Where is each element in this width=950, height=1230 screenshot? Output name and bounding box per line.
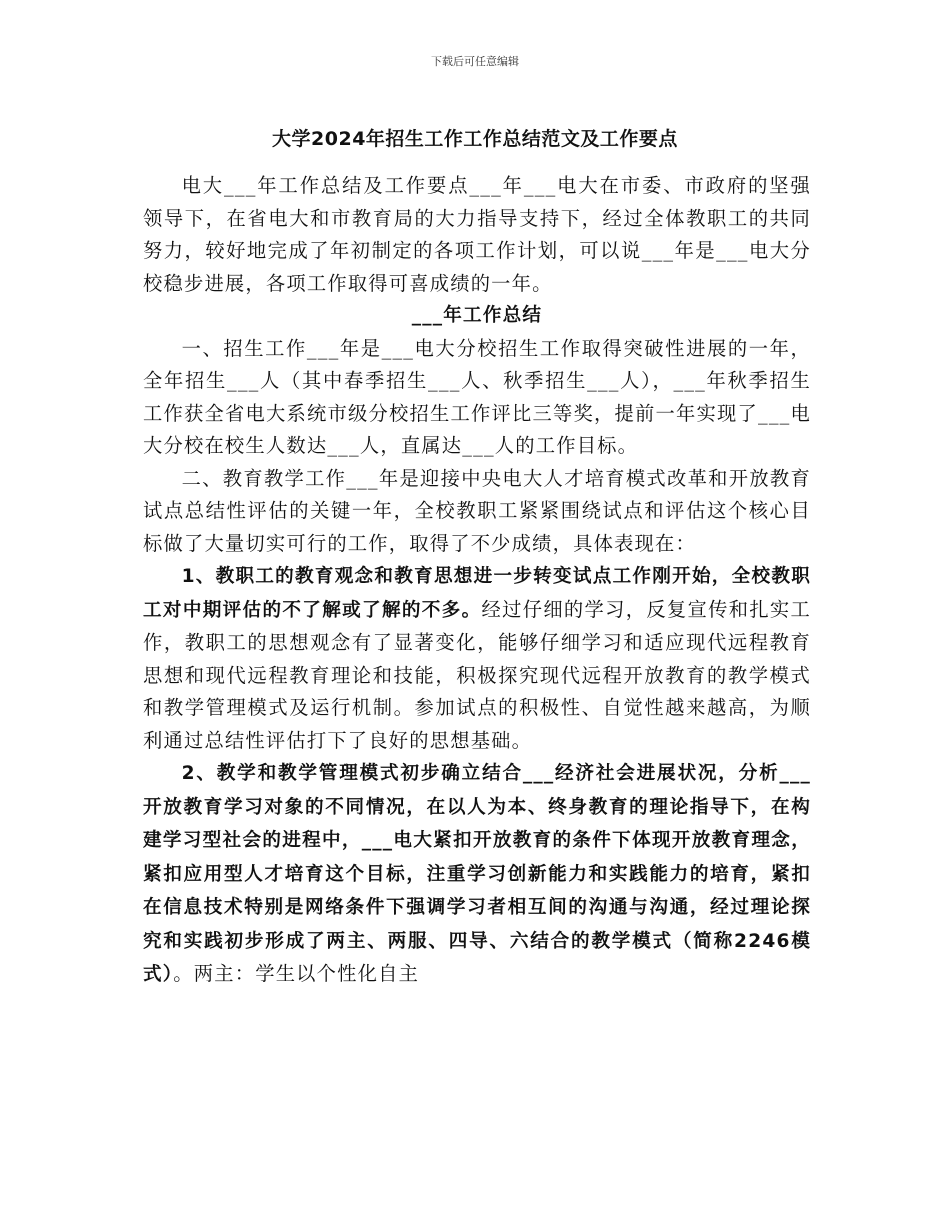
section-heading: ___年工作总结 bbox=[411, 305, 543, 326]
mode-paragraph-body: 。两主：学生以个性化自主 bbox=[173, 962, 420, 985]
document-title: 大学2024年招生工作工作总结范文及工作要点 bbox=[272, 128, 678, 150]
concept-paragraph-body: 经过仔细的学习，反复宣传和扎实工作，教职工的思想观念有了显著变化，能够仔细学习和适应现代远程教育思想和现代远程教育理论和技能，积极探究现代远程开放教育的教学模式和教学管理模式及运行机制。参加试点的积极性、自觉性越来越高，为顺利通过总结性评估打下了良好的思想基础。 bbox=[143, 597, 811, 752]
intro-paragraph: 电大___年工作总结及工作要点___年___电大在市委、市政府的坚强领导下，在省电大和市教育局的大力指导支持下，经过全体教职工的共同努力，较好地完成了年初制定的各项工作计划，可以说___年是___电大分校稳步进展，各项工作取得可喜成绩的一年。 bbox=[143, 174, 811, 295]
teaching-paragraph: 二、教育教学工作___年是迎接中央电大人才培育模式改革和开放教育试点总结性评估的关键一年，全校教职工紧紧围绕试点和评估这个核心目标做了大量切实可行的工作，取得了不少成绩，具体表现在： bbox=[143, 466, 811, 555]
concept-paragraph-lead: 1、教职工的教育观念和教育思想进一步转变试点工作刚开始，全校教职工对中期评估的不了解或了解的不多。 bbox=[143, 566, 811, 621]
concept-paragraph bbox=[143, 560, 811, 757]
header-note: 下载后可任意编辑 bbox=[431, 55, 519, 68]
mode-paragraph-lead: 2、教学和教学管理模式初步确立结合___经济社会进展状况，分析___开放教育学习对象的不同情况，在以人为本、终身教育的理论指导下，在构建学习型社会的进程中，___电大紧扣开放教育的条件下体现开放教育理念，紧扣应用型人才培育这个目标，注重学习创新能力和实践能力的培育，紧扣在信息技术特别是网络条件下强调学习者相互间的沟通与沟通，经过理论探究和实践初步形成了两主、两服、四导、六结合的教学模式（简称2246模式） bbox=[143, 763, 811, 985]
enrollment-paragraph: 一、招生工作___年是___电大分校招生工作取得突破性进展的一年，全年招生___人（其中春季招生___人、秋季招生___人），___年秋季招生工作获全省电大系统市级分校招生工作评比三等奖，提前一年实现了___电大分校在校生人数达___人，直属达___人的工作目标。 bbox=[143, 336, 811, 457]
mode-paragraph bbox=[143, 757, 811, 992]
document-body bbox=[143, 170, 811, 992]
